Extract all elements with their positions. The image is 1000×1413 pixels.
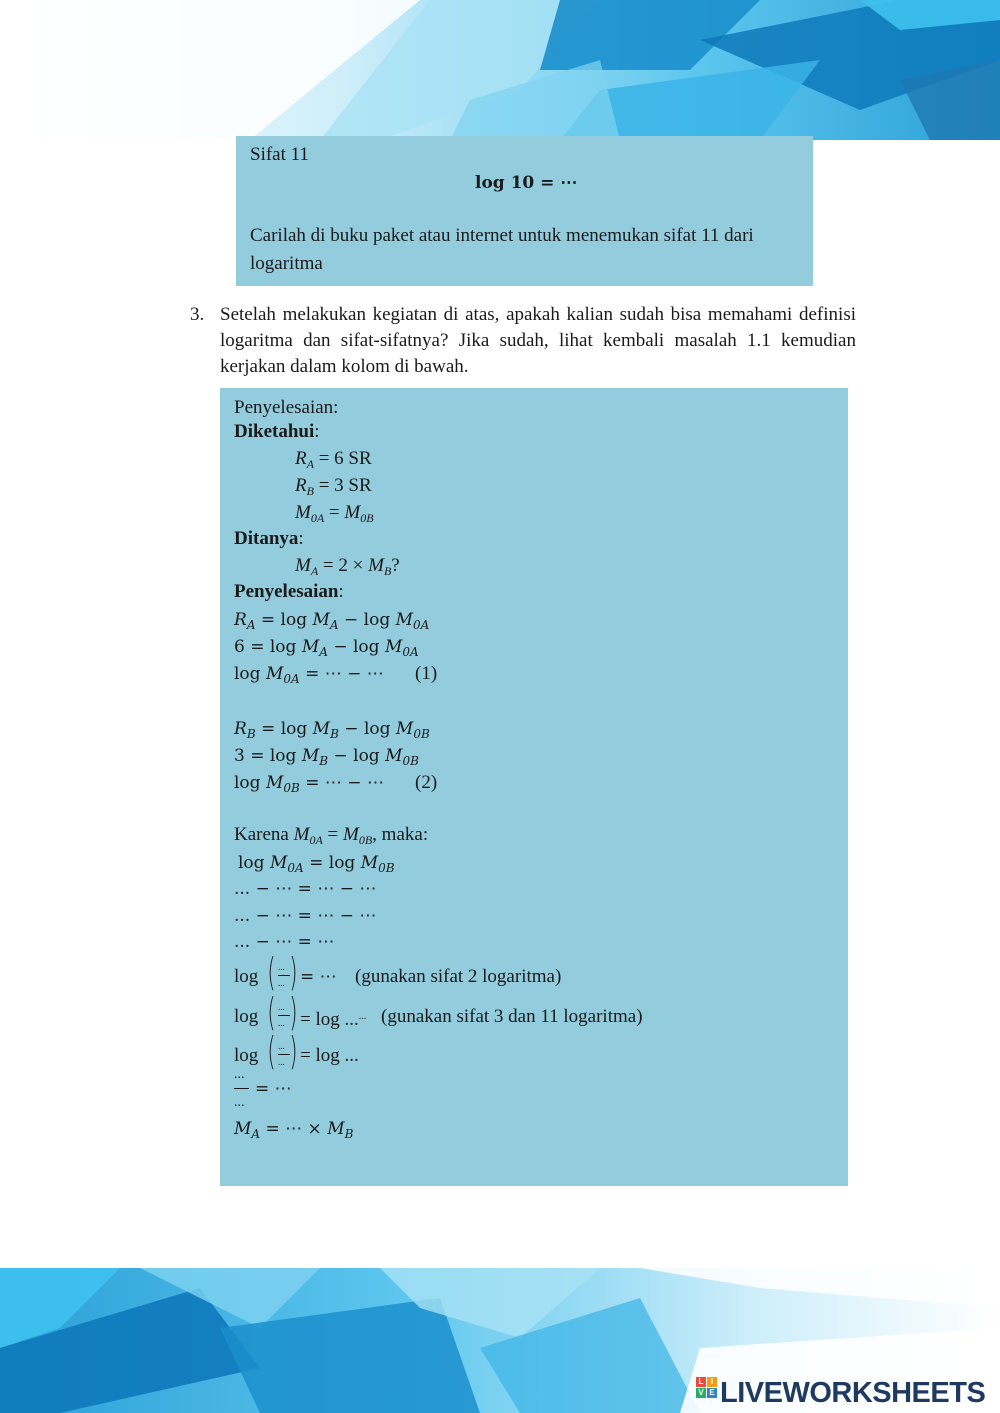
fraction-4-denominator: ...	[234, 1095, 245, 1110]
equation-label-2: (2)	[415, 772, 438, 793]
ditanya-heading: Ditanya:	[234, 528, 304, 549]
top-banner	[0, 0, 1000, 140]
fraction-1-rhs: = ⋯	[300, 967, 337, 987]
step-a3: $\log M_{0A}$ = ⋯ − ⋯	[234, 664, 384, 686]
logo-mark-icon: L I V E	[696, 1377, 717, 1409]
step-b3: $\log M_{0B}$ = ⋯ − ⋯	[234, 773, 384, 795]
given-rb: $R_B = 3$ SR	[295, 475, 372, 498]
asked-expression: $M_A = 2 \times M_B$?	[295, 555, 400, 578]
fraction-3-rhs: = log ...	[300, 1045, 359, 1066]
sifat-instruction-line2: logaritma	[250, 253, 323, 274]
given-m0: $M_{0A} = M_{0B}$	[295, 502, 374, 525]
fraction-4-bar	[234, 1088, 249, 1089]
logo-text: LIVEWORKSHEETS	[720, 1376, 986, 1409]
diketahui-heading: Diketahui:	[234, 421, 320, 442]
sifat-instruction-line1: Carilah di buku paket atau internet untuk menemukan sifat 11 dari	[250, 225, 754, 246]
penyelesaian-heading: Penyelesaian:	[234, 581, 344, 602]
sifat-formula: log 10 = ⋯	[475, 173, 578, 193]
blank-equation-3: ... − ⋯ = ⋯	[234, 932, 335, 952]
step-b2: $3 = \log M_B - \log M_{0B}$	[234, 746, 419, 768]
step-a2: $6 = \log M_A - \log M_{0A}$	[234, 637, 419, 659]
equation-label-1: (1)	[415, 663, 438, 684]
given-ra: $R_A = 6$ SR	[295, 448, 372, 471]
fraction-4-numerator: ...	[234, 1067, 245, 1082]
hint-sifat-3-11: (gunakan sifat 3 dan 11 logaritma)	[381, 1006, 643, 1027]
solution-title: Penyelesaian:	[234, 397, 339, 418]
final-answer: $M_A$ = ⋯ × $M_B$	[234, 1119, 354, 1141]
step-a1: $R_A = \log M_A - \log M_{0A}$	[234, 610, 430, 632]
log-word-1: log	[234, 966, 259, 987]
fraction-2: ( ... ... )	[267, 990, 298, 1034]
blank-equation-1: ... − ⋯ = ⋯ − ⋯	[234, 879, 377, 899]
karena-line: Karena $M_{0A} = M_{0B}$, maka:	[234, 824, 429, 847]
log-equality: $\log M_{0A} = \log M_{0B}$	[238, 853, 395, 875]
question-number: 3.	[190, 304, 205, 325]
liveworksheets-logo[interactable]	[696, 1378, 985, 1408]
step-b1: $R_B = \log M_B - \log M_{0B}$	[234, 719, 430, 741]
log-word-3: log	[234, 1045, 259, 1066]
log-word-2: log	[234, 1006, 259, 1027]
fraction-3: ( ... ... )	[267, 1029, 298, 1073]
question-text: Setelah melakukan kegiatan di atas, apakah kalian sudah bisa memahami definisi logaritma dan sifat-sifatnya? Jika sudah, lihat kembali masalah 1.1 kemudian kerjakan dalam kolom di bawah.	[220, 304, 856, 377]
hint-sifat-2: (gunakan sifat 2 logaritma)	[355, 966, 562, 987]
blank-equation-2: ... − ⋯ = ⋯ − ⋯	[234, 906, 377, 926]
fraction-4-rhs: = ⋯	[255, 1079, 292, 1099]
fraction-2-rhs: = log ......	[300, 1009, 367, 1030]
fraction-1: ( ... ... )	[267, 950, 298, 994]
sifat-heading: Sifat 11	[250, 144, 309, 165]
